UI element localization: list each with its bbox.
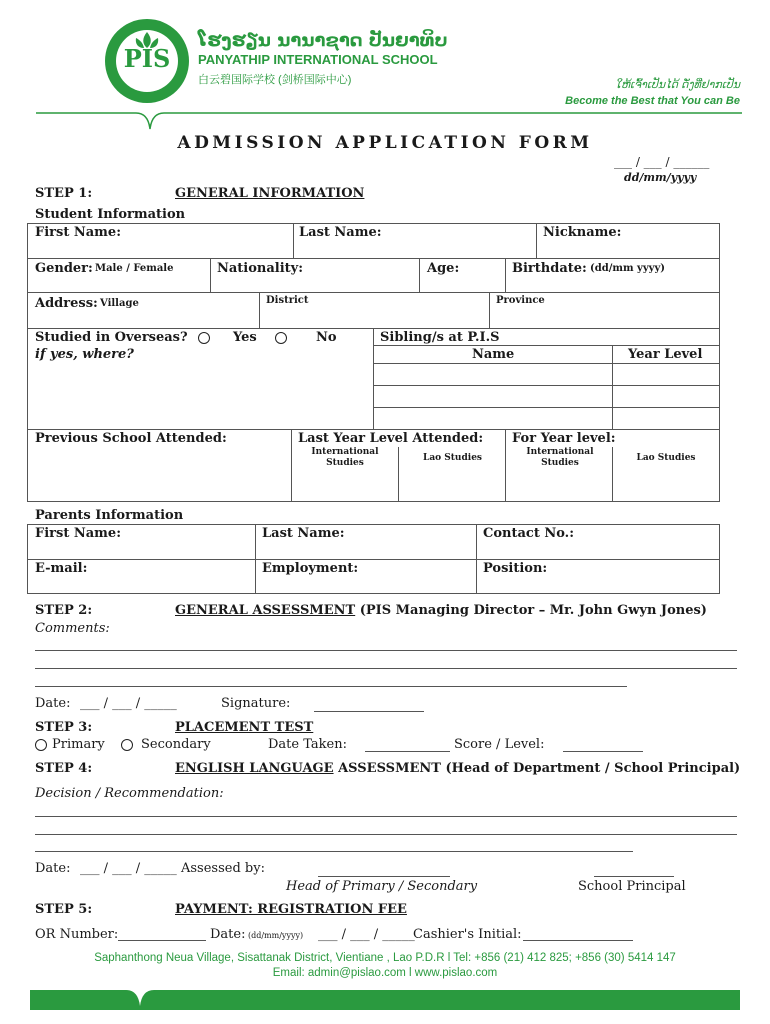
parent-contact-label: Contact No.: <box>483 526 574 541</box>
comments-label: Comments: <box>35 621 110 636</box>
parent-position-label: Position: <box>483 561 548 576</box>
step4-subtitle: ASSESSMENT (Head of Department / School Principal) <box>338 761 741 776</box>
parent-employment-label: Employment: <box>262 561 359 576</box>
step4-label: STEP 4: <box>35 761 93 776</box>
overseas-yes-radio[interactable] <box>198 332 210 344</box>
step2-label: STEP 2: <box>35 603 93 618</box>
step2-date-field[interactable]: ___ / ___ / _____ <box>80 696 177 711</box>
primary-radio[interactable] <box>35 739 47 751</box>
step1-label: STEP 1: <box>35 186 93 201</box>
step2-heading <box>175 603 707 618</box>
step3-title: PLACEMENT TEST <box>175 720 314 735</box>
step5-label: STEP 5: <box>35 902 93 917</box>
step2-signature-line[interactable] <box>314 711 424 712</box>
score-line[interactable] <box>563 751 643 752</box>
for-year-lao-cell[interactable] <box>613 470 719 501</box>
school-name-cn: 白云碧国际学校 (剑桥国际中心) <box>198 74 352 86</box>
step5-date-label: Date: <box>210 927 246 942</box>
primary-label: Primary <box>52 737 105 752</box>
last-year-lao-label: Lao Studies <box>422 453 482 463</box>
step5-title: PAYMENT: REGISTRATION FEE <box>175 902 407 917</box>
birthdate-hint: (dd/mm yyyy) <box>590 263 665 274</box>
for-year-lao-label: Lao Studies <box>636 453 696 463</box>
header-divider <box>36 112 742 132</box>
sibling-year-header: Year Level <box>628 347 703 362</box>
decision-line-1[interactable] <box>35 816 737 817</box>
head-label: Head of Primary / Secondary <box>286 879 478 894</box>
parent-last-name-label: Last Name: <box>262 526 345 541</box>
step1-title: GENERAL INFORMATION <box>175 186 365 201</box>
step4-title: ENGLISH LANGUAGE <box>175 761 334 776</box>
village-label: Village <box>100 298 139 309</box>
school-name-en: PANYATHIP INTERNATIONAL SCHOOL <box>198 52 438 67</box>
overseas-yes-label: Yes <box>233 330 257 345</box>
for-year-intl-label: International Studies <box>526 447 594 468</box>
or-number-line[interactable] <box>118 940 206 941</box>
siblings-label: Sibling/s at P.I.S <box>380 330 500 345</box>
nationality-label: Nationality: <box>217 261 304 276</box>
principal-label: School Principal <box>578 879 686 894</box>
if-yes-label: if yes, where? <box>35 347 134 362</box>
date-taken-label: Date Taken: <box>268 737 347 752</box>
slogan-lao: ໃຫ້ເຈົ້າເປັນໄດ້ ດັ່ງທີ່ຢາກເປັນ <box>614 79 740 91</box>
comments-line-3[interactable] <box>35 686 627 687</box>
step4-date-field[interactable]: ___ / ___ / _____ <box>80 861 177 876</box>
step2-signature-label: Signature: <box>221 696 291 711</box>
decision-label: Decision / Recommendation: <box>35 786 224 801</box>
footer-email: Email: admin@pislao.com l www.pislao.com <box>272 967 498 979</box>
step3-label: STEP 3: <box>35 720 93 735</box>
step5-date-field[interactable]: ___ / ___ / _____ <box>318 927 415 942</box>
gender-options: Male / Female <box>95 263 174 274</box>
comments-line-1[interactable] <box>35 650 737 651</box>
secondary-label: Secondary <box>141 737 211 752</box>
studied-overseas-label: Studied in Overseas? <box>35 330 188 345</box>
sibling-name-cell-3[interactable] <box>374 408 612 429</box>
sibling-year-cell-3[interactable] <box>613 408 719 429</box>
principal-signature-line[interactable] <box>594 876 674 877</box>
slogan-en: Become the Best that You can Be <box>565 95 740 107</box>
comments-line-2[interactable] <box>35 668 737 669</box>
logo-text: PIS <box>123 44 171 73</box>
secondary-radio[interactable] <box>121 739 133 751</box>
overseas-no-radio[interactable] <box>275 332 287 344</box>
or-number-label: OR Number: <box>35 927 119 942</box>
nickname-label: Nickname: <box>543 225 622 240</box>
sibling-name-cell-1[interactable] <box>374 364 612 385</box>
parent-first-name-label: First Name: <box>35 526 121 541</box>
first-name-label: First Name: <box>35 225 121 240</box>
cashier-label: Cashier's Initial: <box>413 927 522 942</box>
step2-date-label: Date: <box>35 696 71 711</box>
address-label: Address: <box>35 296 98 311</box>
birthdate-label: Birthdate: <box>512 261 587 276</box>
student-info-heading: Student Information <box>35 207 186 222</box>
cashier-line[interactable] <box>523 940 633 941</box>
form-date-hint: dd/mm/yyyy <box>624 171 697 184</box>
footer-bar <box>30 990 740 1010</box>
sibling-name-cell-2[interactable] <box>374 386 612 407</box>
form-title: ADMISSION APPLICATION FORM <box>177 133 593 153</box>
previous-school-label: Previous School Attended: <box>35 431 227 446</box>
footer-address: Saphanthong Neua Village, Sisattanak District, Vientiane , Lao P.D.R l Tel: +856 (21) 412 825; +856 (30) 5414 147 <box>94 952 676 964</box>
step4-date-label: Date: <box>35 861 71 876</box>
step2-subtitle: (PIS Managing Director – Mr. John Gwyn Jones) <box>359 603 707 618</box>
province-label: Province <box>496 295 545 306</box>
last-year-intl-cell[interactable] <box>292 470 398 501</box>
assessed-by-label: Assessed by: <box>181 861 265 876</box>
decision-line-2[interactable] <box>35 834 737 835</box>
last-name-label: Last Name: <box>299 225 382 240</box>
parent-email-label: E-mail: <box>35 561 88 576</box>
gender-label: Gender: <box>35 261 93 276</box>
district-label: District <box>266 295 309 306</box>
age-label: Age: <box>427 261 460 276</box>
date-taken-line[interactable] <box>365 751 450 752</box>
head-signature-line[interactable] <box>318 876 450 877</box>
overseas-no-label: No <box>316 330 337 345</box>
last-year-intl-label: International Studies <box>311 447 379 468</box>
sibling-year-cell-1[interactable] <box>613 364 719 385</box>
form-date-blank[interactable]: ___ / ___ / ______ <box>614 155 710 169</box>
school-name-lao: ໂຮງຮຽນ ນານາຊາດ ປັນຍາທິບ <box>198 30 448 51</box>
step5-date-hint: (dd/mm/yyyy) <box>248 931 304 940</box>
decision-line-3[interactable] <box>35 851 633 852</box>
last-year-lao-cell[interactable] <box>399 470 505 501</box>
last-year-level-label: Last Year Level Attended: <box>298 431 484 446</box>
score-label: Score / Level: <box>454 737 545 752</box>
step2-title: GENERAL ASSESSMENT <box>175 603 356 618</box>
sibling-year-cell-2[interactable] <box>613 386 719 407</box>
sibling-name-header: Name <box>472 347 515 362</box>
for-year-intl-cell[interactable] <box>506 470 612 501</box>
step4-heading <box>175 761 740 776</box>
parents-info-heading: Parents Information <box>35 508 184 523</box>
for-year-level-label: For Year level: <box>512 431 616 446</box>
